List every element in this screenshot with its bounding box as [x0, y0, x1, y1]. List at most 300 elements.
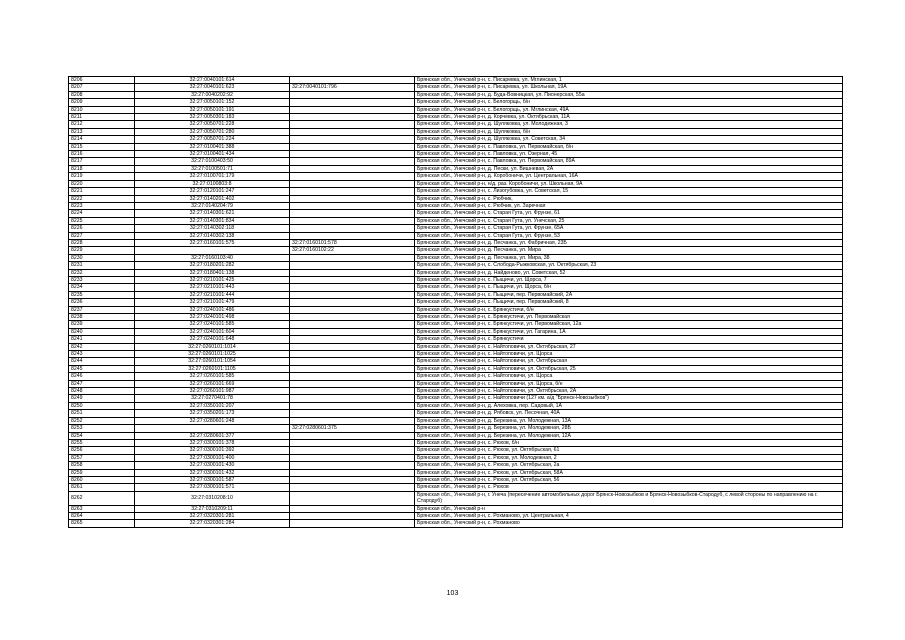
table-row [69, 417, 843, 424]
cadastral-number-cell: 32:27:0240101:498 [135, 314, 290, 321]
row-number-cell: 8260 [69, 476, 135, 483]
row-number-cell: 8216 [69, 151, 135, 158]
related-cadastral-cell [290, 439, 415, 446]
row-number-cell: 8264 [69, 512, 135, 519]
table-row [69, 462, 843, 469]
cadastral-number-cell: 32:27:0300101:378 [135, 439, 290, 446]
related-cadastral-cell [290, 365, 415, 372]
address-cell: Брянская обл., Унечский р-н, с. Рюхов, ул. Октябрьская, 58А [415, 469, 843, 476]
cadastral-number-cell: 32:27:0260101:1054 [135, 358, 290, 365]
table-row [69, 476, 843, 483]
table-row [69, 202, 843, 209]
address-cell: Брянская обл., Унечский р-н, д. Песчанка, ул. Мира [415, 247, 843, 254]
address-cell: Брянская обл., Унечский р-н, с. Брянкустичи, ул. Первомайская [415, 314, 843, 321]
table-row [69, 425, 843, 432]
row-number-cell: 8251 [69, 410, 135, 417]
table-row [69, 432, 843, 439]
row-number-cell: 8265 [69, 520, 135, 527]
table-row [69, 158, 843, 165]
related-cadastral-cell [290, 388, 415, 395]
row-number-cell: 8222 [69, 195, 135, 202]
address-cell: Брянская обл., Унечский р-н, с. Старая Гута, ул. Фрунзе, 53 [415, 232, 843, 239]
related-cadastral-cell [290, 306, 415, 313]
address-cell: Брянская обл., Унечский р-н, с. Писаревка, ул. Школьная, 19А [415, 84, 843, 91]
address-cell: Брянская обл., Унечский р-н, с. Рюхов, ул. Октябрьская, 61 [415, 447, 843, 454]
related-cadastral-cell [290, 469, 415, 476]
row-number-cell: 8252 [69, 417, 135, 424]
cadastral-number-cell: 32:27:0300101:430 [135, 462, 290, 469]
table-row [69, 247, 843, 254]
table-row [69, 491, 843, 505]
address-cell: Брянская обл., Унечский р-н, с. Рюбчик, [415, 195, 843, 202]
table-row [69, 306, 843, 313]
cadastral-number-cell: 32:27:0160103:40 [135, 254, 290, 261]
table-row [69, 143, 843, 150]
cadastral-number-cell: 32:27:0040101:614 [135, 77, 290, 84]
row-number-cell: 8229 [69, 247, 135, 254]
cadastral-number-cell: 32:27:0260101:1014 [135, 343, 290, 350]
table-row [69, 291, 843, 298]
related-cadastral-cell [290, 351, 415, 358]
related-cadastral-cell [290, 395, 415, 402]
related-cadastral-cell [290, 225, 415, 232]
cadastral-number-cell: 32:27:0300101:571 [135, 484, 290, 491]
address-cell: Брянская обл., Унечский р-н, с. Белогорщь, б/н [415, 99, 843, 106]
address-cell: Брянская обл., Унечский р-н, д. Шуляковка, ул. Молодежная, 3 [415, 121, 843, 128]
address-cell: Брянская обл., Унечский р-н, с. Найтоповичи, ул. Октябрьская [415, 358, 843, 365]
address-cell: Брянская обл., Унечский р-н, с. Павловка, ул. Первомайская, 89А [415, 158, 843, 165]
cadastral-number-cell: 32:27:0210101:443 [135, 284, 290, 291]
cadastral-number-cell: 32:27:0310209:11 [135, 505, 290, 512]
address-cell: Брянская обл., Унечский р-н, с. Старая Гута, ул. Фрунзе, 61 [415, 210, 843, 217]
address-cell: Брянская обл., Унечский р-н, с. Найтоповичи, ул. Октябрьская, 25 [415, 365, 843, 372]
cadastral-number-cell: 32:27:0240101:604 [135, 328, 290, 335]
address-cell: Брянская обл., Унечский р-н, г. Унеча (пересечение автомобильных дорог Брянск-Новозыбков и Брянск-Новозыбков-Стародуб, с левой стороны по направлению на г. Стародуб) [415, 491, 843, 505]
row-number-cell: 8228 [69, 239, 135, 246]
table-row [69, 195, 843, 202]
row-number-cell: 8233 [69, 276, 135, 283]
related-cadastral-cell [290, 512, 415, 519]
row-number-cell: 8253 [69, 425, 135, 432]
cadastral-number-cell: 32:27:0100403:50 [135, 158, 290, 165]
row-number-cell: 8235 [69, 291, 135, 298]
row-number-cell: 8218 [69, 165, 135, 172]
cadastral-number-cell: 32:27:0180201:282 [135, 262, 290, 269]
related-cadastral-cell [290, 505, 415, 512]
address-cell: Брянская обл., Унечский р-н, с. Рюбчик, ул. Заречная [415, 202, 843, 209]
cadastral-number-cell: 32:27:0240101:486 [135, 306, 290, 313]
row-number-cell: 8239 [69, 321, 135, 328]
related-cadastral-cell [290, 202, 415, 209]
related-cadastral-cell [290, 284, 415, 291]
table-row [69, 343, 843, 350]
table-row [69, 469, 843, 476]
address-cell: Брянская обл., Унечский р-н, с. Старая Гута, ул. Фрунзе, 65А [415, 225, 843, 232]
related-cadastral-cell [290, 136, 415, 143]
row-number-cell: 8237 [69, 306, 135, 313]
table-row [69, 365, 843, 372]
row-number-cell: 8206 [69, 77, 135, 84]
related-cadastral-cell [290, 210, 415, 217]
address-cell: Брянская обл., Унечский р-н, с. Пыщичи, ул. Щорса, 7 [415, 276, 843, 283]
table-row [69, 388, 843, 395]
row-number-cell: 8263 [69, 505, 135, 512]
row-number-cell: 8212 [69, 121, 135, 128]
table-row [69, 106, 843, 113]
table-row [69, 173, 843, 180]
cadastral-number-cell: 32:27:0210101:444 [135, 291, 290, 298]
table-row [69, 254, 843, 261]
row-number-cell: 8244 [69, 358, 135, 365]
cadastral-number-cell: 32:27:0350201:173 [135, 410, 290, 417]
table-row [69, 114, 843, 121]
row-number-cell: 8213 [69, 128, 135, 135]
address-cell: Брянская обл., Унечский р-н, с. Брянкустичи, б/н [415, 306, 843, 313]
address-cell: Брянская обл., Унечский р-н, д. Песчанка, ул. Мира, 38 [415, 254, 843, 261]
related-cadastral-cell [290, 262, 415, 269]
related-cadastral-cell [290, 520, 415, 527]
table-row [69, 262, 843, 269]
address-cell: Брянская обл., Унечский р-н, н/д. раз. Коробоничи, ул. Школьная, 9А [415, 180, 843, 187]
row-number-cell: 8217 [69, 158, 135, 165]
related-cadastral-cell [290, 158, 415, 165]
cadastral-number-cell: 32:27:0040101:623 [135, 84, 290, 91]
table-row [69, 484, 843, 491]
row-number-cell: 8246 [69, 373, 135, 380]
cadastral-number-cell: 32:27:0350101:207 [135, 402, 290, 409]
cadastral-number-cell: 32:27:0260101:1025 [135, 351, 290, 358]
cadastral-number-cell: 32:27:0260101:1105 [135, 365, 290, 372]
related-cadastral-cell [290, 321, 415, 328]
related-cadastral-cell [290, 417, 415, 424]
related-cadastral-cell [290, 491, 415, 505]
table-row [69, 505, 843, 512]
table-row [69, 328, 843, 335]
row-number-cell: 8209 [69, 99, 135, 106]
table-row [69, 91, 843, 98]
related-cadastral-cell [290, 173, 415, 180]
related-cadastral-cell [290, 358, 415, 365]
cadastral-number-cell: 32:27:0240101:648 [135, 336, 290, 343]
cadastral-number-cell: 32:27:0050101:191 [135, 106, 290, 113]
cadastral-number-cell: 32:27:0050701:280 [135, 128, 290, 135]
address-cell: Брянская обл., Унечский р-н, д. Березина, ул. Молодежная, 28Б [415, 425, 843, 432]
row-number-cell: 8254 [69, 432, 135, 439]
cadastral-number-cell: 32:27:0100401:434 [135, 151, 290, 158]
table-row [69, 84, 843, 91]
cadastral-number-cell: 32:27:0260101:585 [135, 373, 290, 380]
related-cadastral-cell [290, 462, 415, 469]
related-cadastral-cell: 32:27:0280601:375 [290, 425, 415, 432]
address-cell: Брянская обл., Унечский р-н, с. Брянкустичи [415, 336, 843, 343]
address-cell: Брянская обл., Унечский р-н, с. Найтоповичи, ул. Щорса [415, 373, 843, 380]
table-row [69, 395, 843, 402]
row-number-cell: 8210 [69, 106, 135, 113]
row-number-cell: 8240 [69, 328, 135, 335]
table-row [69, 373, 843, 380]
row-number-cell: 8211 [69, 114, 135, 121]
address-cell: Брянская обл., Унечский р-н, д. Шуляковка, б/н [415, 128, 843, 135]
address-cell: Брянская обл., Унечский р-н, с. Рюхов, ул. Октябрьская, 56 [415, 476, 843, 483]
table-row [69, 321, 843, 328]
related-cadastral-cell [290, 99, 415, 106]
cadastral-number-cell: 32:27:0120101:247 [135, 188, 290, 195]
cadastral-number-cell: 32:27:0300101:587 [135, 476, 290, 483]
row-number-cell: 8245 [69, 365, 135, 372]
cadastral-number-cell: 32:27:0040202:92 [135, 91, 290, 98]
row-number-cell: 8219 [69, 173, 135, 180]
cadastral-number-cell: 32:27:0300101:400 [135, 454, 290, 461]
row-number-cell: 8249 [69, 395, 135, 402]
table-row [69, 136, 843, 143]
cadastral-number-cell: 32:27:0140301:834 [135, 217, 290, 224]
cadastral-number-cell: 32:27:0240101:585 [135, 321, 290, 328]
address-cell: Брянская обл., Унечский р-н, с. Старая Гута, ул. Унечская, 25 [415, 217, 843, 224]
address-cell: Брянская обл., Унечский р-н, с. Пыщичи, пер. Первомайский, 8 [415, 299, 843, 306]
related-cadastral-cell: 32:27:0040101:796 [290, 84, 415, 91]
cadastral-number-cell: 32:27:0160101:575 [135, 239, 290, 246]
related-cadastral-cell [290, 128, 415, 135]
row-number-cell: 8223 [69, 202, 135, 209]
table-body [69, 77, 843, 528]
row-number-cell: 8259 [69, 469, 135, 476]
cadastral-number-cell: 32:27:0100701:179 [135, 173, 290, 180]
table-row [69, 410, 843, 417]
address-cell: Брянская обл., Унечский р-н, с. Рюхов, ул. Октябрьская, 2а [415, 462, 843, 469]
page-number: 103 [446, 590, 459, 597]
table-row [69, 121, 843, 128]
table-row [69, 269, 843, 276]
related-cadastral-cell [290, 217, 415, 224]
related-cadastral-cell [290, 343, 415, 350]
cadastral-number-cell: 32:27:0050301:183 [135, 114, 290, 121]
address-cell: Брянская обл., Унечский р-н, д. Корчевка, ул. Октябрьская, 11А [415, 114, 843, 121]
address-cell: Брянская обл., Унечский р-н, с. Найтоповичи, ул. Щорса [415, 351, 843, 358]
cadastral-number-cell: 32:27:0270401:78 [135, 395, 290, 402]
address-cell: Брянская обл., Унечский р-н, с. Брянкустичи, ул. Гагарина, 1А [415, 328, 843, 335]
table-row [69, 439, 843, 446]
related-cadastral-cell [290, 232, 415, 239]
address-cell: Брянская обл., Унечский р-н, д. Найденово, ул. Советская, 52 [415, 269, 843, 276]
document-sheet [68, 76, 843, 528]
row-number-cell: 8230 [69, 254, 135, 261]
cadastral-number-cell: 32:27:0320301:281 [135, 512, 290, 519]
table-row [69, 314, 843, 321]
related-cadastral-cell [290, 447, 415, 454]
table-row [69, 165, 843, 172]
row-number-cell: 8247 [69, 380, 135, 387]
cadastral-number-cell: 32:27:0310208:10 [135, 491, 290, 505]
address-cell: Брянская обл., Унечский р-н, д. Буда-Вовницкая, ул. Пионерская, 55а [415, 91, 843, 98]
related-cadastral-cell [290, 476, 415, 483]
cadastral-number-cell: 32:27:0100501:71 [135, 165, 290, 172]
row-number-cell: 8257 [69, 454, 135, 461]
table-row [69, 380, 843, 387]
related-cadastral-cell [290, 121, 415, 128]
row-number-cell: 8258 [69, 462, 135, 469]
table-row [69, 151, 843, 158]
address-cell: Брянская обл., Унечский р-н, д. Коробоничи, ул. Центральная, 16А [415, 173, 843, 180]
related-cadastral-cell [290, 328, 415, 335]
row-number-cell: 8214 [69, 136, 135, 143]
row-number-cell: 8255 [69, 439, 135, 446]
cadastral-number-cell: 32:27:0260101:669 [135, 380, 290, 387]
row-number-cell: 8231 [69, 262, 135, 269]
cadastral-number-cell: 32:27:0180401:138 [135, 269, 290, 276]
address-cell: Брянская обл., Унечский р-н, с. Павловка, ул. Озерная, 45 [415, 151, 843, 158]
related-cadastral-cell [290, 291, 415, 298]
table-row [69, 520, 843, 527]
address-cell: Брянская обл., Унечский р-н, с. Рюхов [415, 484, 843, 491]
table-row [69, 454, 843, 461]
cadastral-number-cell: 32:27:0140302:138 [135, 232, 290, 239]
address-cell: Брянская обл., Унечский р-н, д. Песчанка, ул. Фабричная, 23Б [415, 239, 843, 246]
address-cell: Брянская обл., Унечский р-н, с. Лизогубовка, ул. Советская, 15 [415, 188, 843, 195]
row-number-cell: 8248 [69, 388, 135, 395]
related-cadastral-cell: 32:27:0160102:22 [290, 247, 415, 254]
cadastral-number-cell: 32:27:0210101:425 [135, 276, 290, 283]
related-cadastral-cell [290, 380, 415, 387]
cadastral-table [68, 76, 843, 528]
table-row [69, 99, 843, 106]
related-cadastral-cell [290, 276, 415, 283]
cadastral-number-cell: 32:27:0300101:432 [135, 469, 290, 476]
address-cell: Брянская обл., Унечский р-н, с. Брянкустичи, ул. Первомайская, 12а [415, 321, 843, 328]
row-number-cell: 8207 [69, 84, 135, 91]
address-cell: Брянская обл., Унечский р-н, с. Рохманово [415, 520, 843, 527]
related-cadastral-cell [290, 188, 415, 195]
related-cadastral-cell [290, 180, 415, 187]
row-number-cell: 8238 [69, 314, 135, 321]
cadastral-number-cell: 32:27:0140201:402 [135, 195, 290, 202]
row-number-cell: 8225 [69, 217, 135, 224]
address-cell: Брянская обл., Унечский р-н, д. Шуляковка, ул. Советская, 34 [415, 136, 843, 143]
address-cell: Брянская обл., Унечский р-н, с. Писаревка, ул. Мглинская, 1 [415, 77, 843, 84]
table-row [69, 217, 843, 224]
cadastral-number-cell: 32:27:0050701:224 [135, 136, 290, 143]
cadastral-number-cell: 32:27:0050701:228 [135, 121, 290, 128]
related-cadastral-cell [290, 299, 415, 306]
row-number-cell: 8236 [69, 299, 135, 306]
row-number-cell: 8227 [69, 232, 135, 239]
related-cadastral-cell [290, 106, 415, 113]
address-cell: Брянская обл., Унечский р-н, д. Алеховка, пер. Садовый, 1А [415, 402, 843, 409]
related-cadastral-cell [290, 143, 415, 150]
table-row [69, 128, 843, 135]
cadastral-number-cell: 32:27:0140301:621 [135, 210, 290, 217]
address-cell: Брянская обл., Унечский р-н, с. Слобода-Рыжковская, ул. Октябрьская, 23 [415, 262, 843, 269]
table-row [69, 225, 843, 232]
address-cell: Брянская обл., Унечский р-н, с. Найтоповичи (127 км. а/д "Брянск-Новозыбков") [415, 395, 843, 402]
table-row [69, 299, 843, 306]
related-cadastral-cell [290, 373, 415, 380]
address-cell: Брянская обл., Унечский р-н, с. Рюхов, ул. Молодежная, 2 [415, 454, 843, 461]
address-cell: Брянская обл., Унечский р-н [415, 505, 843, 512]
related-cadastral-cell [290, 269, 415, 276]
table-row [69, 239, 843, 246]
related-cadastral-cell [290, 77, 415, 84]
related-cadastral-cell [290, 114, 415, 121]
table-row [69, 447, 843, 454]
row-number-cell: 8234 [69, 284, 135, 291]
cadastral-number-cell [135, 247, 290, 254]
table-row [69, 336, 843, 343]
address-cell: Брянская обл., Унечский р-н, д. Березина, ул. Молодежная, 13А [415, 417, 843, 424]
address-cell: Брянская обл., Унечский р-н, с. Пыщичи, пер. Первомайский, 2А [415, 291, 843, 298]
address-cell: Брянская обл., Унечский р-н, с. Рюхов, б/н [415, 439, 843, 446]
address-cell: Брянская обл., Унечский р-н, с. Найтоповичи, ул. Щорса, б/н [415, 380, 843, 387]
table-row [69, 180, 843, 187]
table-row [69, 358, 843, 365]
cadastral-number-cell: 32:27:0320301:284 [135, 520, 290, 527]
cadastral-number-cell: 32:27:0140302:118 [135, 225, 290, 232]
related-cadastral-cell [290, 484, 415, 491]
address-cell: Брянская обл., Унечский р-н, с. Белогорщь, ул. Мглинская, 49А [415, 106, 843, 113]
address-cell: Брянская обл., Унечский р-н, д. Рябовск, ул. Песочная, 40А [415, 410, 843, 417]
cadastral-number-cell: 32:27:0280601:248 [135, 417, 290, 424]
row-number-cell: 8242 [69, 343, 135, 350]
row-number-cell: 8215 [69, 143, 135, 150]
table-row [69, 402, 843, 409]
row-number-cell: 8261 [69, 484, 135, 491]
address-cell: Брянская обл., Унечский р-н, с. Найтоповичи, ул. Октябрьская, 2А [415, 388, 843, 395]
address-cell: Брянская обл., Унечский р-н, с. Найтоповичи, ул. Октябрьская, 27 [415, 343, 843, 350]
related-cadastral-cell: 32:27:0160101:578 [290, 239, 415, 246]
table-row [69, 351, 843, 358]
address-cell: Брянская обл., Унечский р-н, с. Рохманово, ул. Центральная, 4 [415, 512, 843, 519]
cadastral-number-cell: 32:27:0300101:392 [135, 447, 290, 454]
related-cadastral-cell [290, 336, 415, 343]
address-cell: Брянская обл., Унечский р-н, д. Березина, ул. Молодежная, 12А [415, 432, 843, 439]
row-number-cell: 8256 [69, 447, 135, 454]
cadastral-number-cell: 32:27:0140204:79 [135, 202, 290, 209]
table-row [69, 210, 843, 217]
cadastral-number-cell: 32:27:0050101:152 [135, 99, 290, 106]
related-cadastral-cell [290, 454, 415, 461]
row-number-cell: 8250 [69, 402, 135, 409]
row-number-cell: 8208 [69, 91, 135, 98]
related-cadastral-cell [290, 314, 415, 321]
related-cadastral-cell [290, 254, 415, 261]
cadastral-number-cell: 32:27:0100401:388 [135, 143, 290, 150]
cadastral-number-cell [135, 425, 290, 432]
address-cell: Брянская обл., Унечский р-н, д. Пески, ул. Вишневая, 2А [415, 165, 843, 172]
address-cell: Брянская обл., Унечский р-н, с. Пыщичи, ул. Щорса, б/н [415, 284, 843, 291]
row-number-cell: 8220 [69, 180, 135, 187]
cadastral-number-cell: 32:27:0210101:479 [135, 299, 290, 306]
table-row [69, 232, 843, 239]
row-number-cell: 8226 [69, 225, 135, 232]
table-row [69, 276, 843, 283]
related-cadastral-cell [290, 402, 415, 409]
row-number-cell: 8241 [69, 336, 135, 343]
table-row [69, 284, 843, 291]
table-row [69, 188, 843, 195]
related-cadastral-cell [290, 91, 415, 98]
related-cadastral-cell [290, 165, 415, 172]
related-cadastral-cell [290, 410, 415, 417]
row-number-cell: 8224 [69, 210, 135, 217]
cadastral-number-cell: 32:27:0100803:8 [135, 180, 290, 187]
cadastral-number-cell: 32:27:0260101:987 [135, 388, 290, 395]
related-cadastral-cell [290, 195, 415, 202]
related-cadastral-cell [290, 432, 415, 439]
table-row [69, 512, 843, 519]
address-cell: Брянская обл., Унечский р-н, с. Павловка, ул. Первомайская, б/н [415, 143, 843, 150]
table-row [69, 77, 843, 84]
row-number-cell: 8262 [69, 491, 135, 505]
row-number-cell: 8232 [69, 269, 135, 276]
